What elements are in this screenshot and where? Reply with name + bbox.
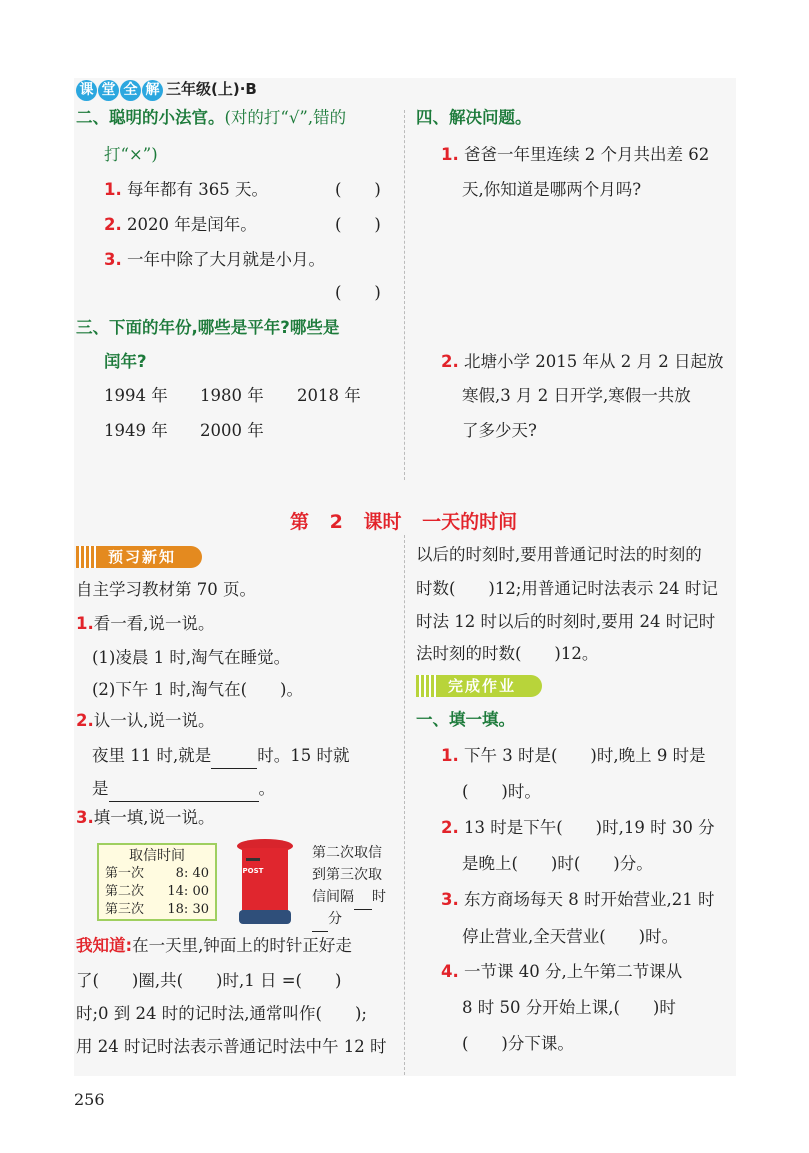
text: 第一次 (105, 866, 145, 881)
text: 18: 30 (167, 902, 209, 917)
text: 看一看,说一说。 (93, 614, 215, 633)
text: 第三次 (105, 902, 145, 917)
text: ( )分下课。 (462, 1034, 574, 1053)
text: 取信时间 (129, 848, 185, 864)
text: 北塘小学 2015 年从 2 月 2 日起放 (464, 352, 724, 371)
question (104, 178, 268, 202)
text: 我知道: (76, 936, 133, 955)
text-line (76, 612, 215, 636)
section-heading: 三、下面的年份,哪些是平年?哪些是 (76, 318, 340, 337)
text: 1. (441, 145, 459, 164)
text: 时法 12 时以后的时刻时,要用 24 时记时 (416, 612, 716, 631)
text-line (441, 143, 709, 167)
text: 分 (328, 911, 342, 927)
year: 1994 年 (104, 386, 168, 405)
fill-blank[interactable] (109, 777, 259, 802)
text: 第二次取信 (312, 845, 382, 861)
text: 完成作业 (448, 677, 517, 695)
text: 一节课 40 分,上午第二节课从 (464, 962, 683, 981)
text-line (441, 350, 723, 374)
text-line (92, 777, 275, 802)
text: 下午 3 时是( )时,晚上 9 时是 (464, 746, 706, 765)
column-divider (404, 535, 405, 1075)
text: 以后的时刻时,要用普通记时法的时刻的 (416, 545, 702, 564)
text-line (76, 934, 352, 958)
text: 寒假,3 月 2 日开学,寒假一共放 (462, 386, 691, 405)
text: 。 (258, 779, 275, 798)
text: 时数( )12;用普通记时法表示 24 时记 (416, 579, 718, 598)
text: 1. (76, 614, 94, 633)
text-line (105, 901, 209, 919)
lesson-title: 第 2 课时 一天的时间 (290, 511, 518, 533)
text: 到第三次取 (312, 867, 382, 883)
text: 3. (441, 890, 459, 909)
text: 2. (76, 711, 94, 730)
text: 信间隔 (312, 889, 354, 905)
text: 预习新知 (108, 548, 177, 566)
text-line (76, 709, 215, 733)
text-line (76, 106, 346, 130)
preview-banner (76, 546, 202, 568)
section-heading: 闰年? (104, 352, 147, 371)
question (104, 213, 257, 237)
text: 2. (441, 352, 459, 371)
text: (1)凌晨 1 时,淘气在睡觉。 (92, 648, 291, 667)
text: 时。15 时就 (257, 746, 350, 765)
text: 14: 00 (167, 884, 209, 899)
text-line (105, 865, 209, 883)
text: 1. (441, 746, 459, 765)
text: 在一天里,钟面上的时针正好走 (132, 936, 352, 955)
section-heading: 二、聪明的小法官。 (76, 108, 225, 127)
answer-blank[interactable]: ( ) (335, 283, 381, 302)
logo-char: 解 (142, 80, 163, 101)
text: 2020 年是闰年。 (127, 215, 257, 234)
section-heading: 四、解决问题。 (416, 108, 532, 127)
logo-char: 全 (120, 80, 141, 101)
logo-char: 堂 (98, 80, 119, 101)
text-line (441, 816, 715, 840)
year: 2000 年 (200, 421, 264, 440)
answer-blank[interactable]: ( ) (335, 215, 381, 234)
text: 天,你知道是哪两个月吗? (462, 180, 642, 199)
text: 8: 40 (175, 866, 209, 881)
text: 爸爸一年里连续 2 个月共出差 62 (464, 145, 710, 164)
text: 一年中除了大月就是小月。 (127, 250, 325, 269)
page-number: 256 (74, 1090, 105, 1109)
text: 时;0 到 24 时的记时法,通常叫作( ); (76, 1004, 367, 1023)
section-note: 打“×”) (104, 145, 158, 164)
text: 夜里 11 时,就是 (92, 746, 212, 765)
text-line (76, 806, 215, 830)
text: 自主学习教材第 70 页。 (76, 580, 256, 599)
text-line (92, 744, 349, 769)
text-line (105, 883, 209, 901)
grade-label: 三年级(上)·B (166, 80, 257, 98)
text: 3. (104, 250, 122, 269)
fill-blank[interactable] (211, 744, 257, 769)
year: 2018 年 (297, 386, 361, 405)
text: 8 时 50 分开始上课,( )时 (462, 998, 676, 1017)
text: 是晚上( )时( )分。 (462, 854, 653, 873)
year: 1980 年 (200, 386, 264, 405)
text: POST (242, 867, 264, 875)
text: 停止营业,全天营业( )时。 (462, 927, 679, 946)
text: 3. (76, 808, 94, 827)
logo-char: 课 (76, 80, 97, 101)
text: 第二次 (105, 884, 145, 899)
text: 时 (372, 889, 386, 905)
text: 每年都有 365 天。 (127, 180, 268, 199)
text: 了多少天? (462, 421, 537, 440)
text: 13 时是下午( )时,19 时 30 分 (464, 818, 715, 837)
text: 2. (441, 818, 459, 837)
text: 是 (92, 779, 109, 798)
text-line (441, 888, 714, 912)
series-logo (76, 80, 163, 101)
mail-pickup-table (97, 843, 217, 921)
text: (2)下午 1 时,淘气在( )。 (92, 680, 303, 699)
text: 2. (104, 215, 122, 234)
text: 了( )圈,共( )时,1 日 =( ) (76, 971, 342, 990)
year: 1949 年 (104, 421, 168, 440)
text: ( )时。 (462, 782, 541, 801)
question (104, 248, 325, 272)
section-heading: 一、填一填。 (416, 710, 515, 729)
text-line (441, 960, 682, 984)
text: 东方商场每天 8 时开始营业,21 时 (464, 890, 715, 909)
section-note: (对的打“√”,错的 (224, 108, 347, 127)
text: 1. (104, 180, 122, 199)
column-divider (404, 110, 405, 480)
text: 填一填,说一说。 (93, 808, 215, 827)
text-line (441, 744, 706, 768)
postbox-icon (236, 838, 294, 926)
text: 法时刻的时数( )12。 (416, 644, 599, 663)
text-line (312, 907, 342, 932)
answer-blank[interactable]: ( ) (335, 180, 381, 199)
text: 用 24 时记时法表示普通记时法中午 12 时 (76, 1037, 387, 1056)
text: 4. (441, 962, 459, 981)
text: 认一认,说一说。 (93, 711, 215, 730)
homework-banner (416, 675, 542, 697)
